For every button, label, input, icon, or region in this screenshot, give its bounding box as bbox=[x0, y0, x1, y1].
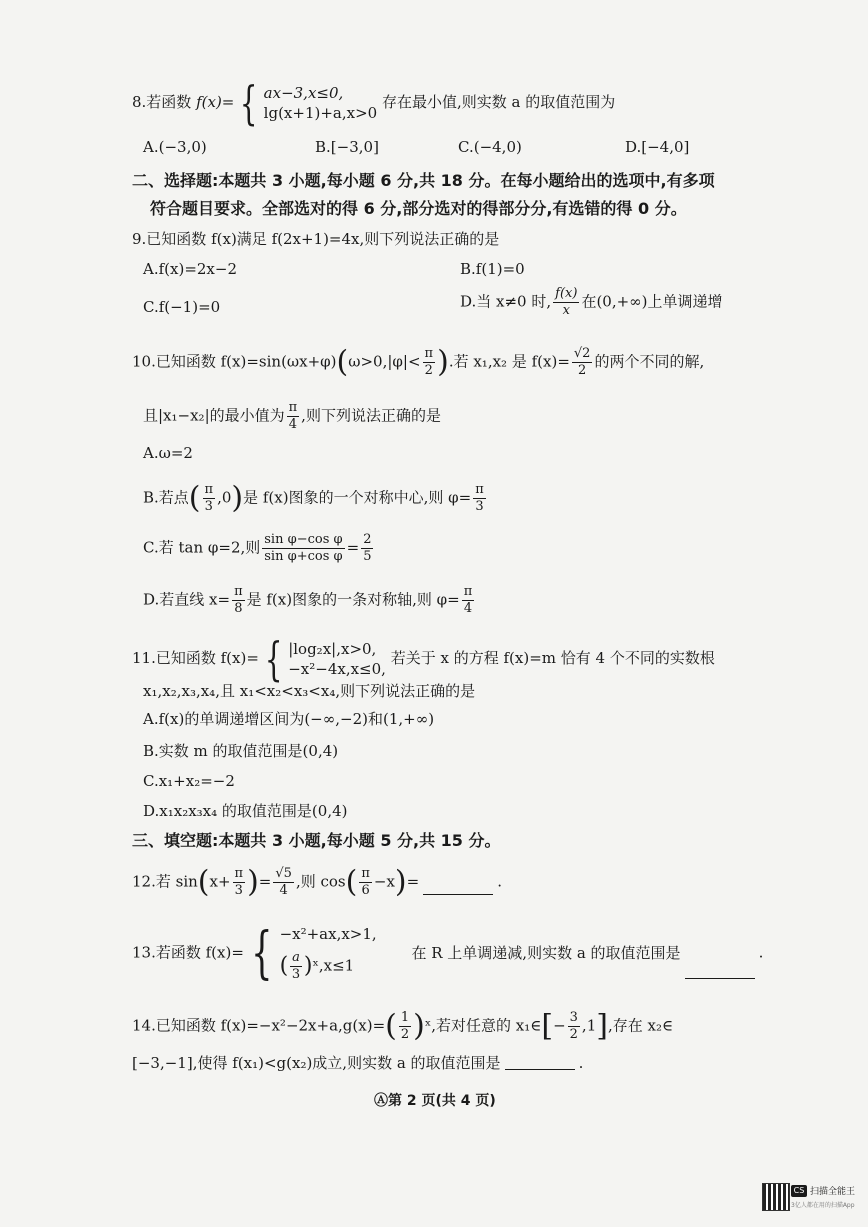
q13-answer-blank bbox=[685, 978, 755, 979]
q9-stem: 9.已知函数 f(x)满足 f(2x+1)=4x,则下列说法正确的是 bbox=[132, 230, 500, 248]
q8-option-a: A.(−3,0) bbox=[143, 138, 207, 156]
q9-option-d: D.当 x≠0 时, $\frac{f(x)}{x}$ 在(0,+∞)上单调递增 bbox=[460, 286, 723, 318]
q8-line: 8.若函数 f(x)= { ax−3,x≤0, lg(x+1)+a,x>0 存在最小值,则实数 a 的取值范围为 bbox=[132, 76, 616, 130]
q12-answer-blank bbox=[423, 894, 493, 895]
q11-option-c: C.x₁+x₂=−2 bbox=[143, 772, 235, 790]
camscanner-logo-icon: CS bbox=[791, 1185, 807, 1197]
qr-code-icon bbox=[762, 1183, 790, 1211]
q10-option-d: D.若直线 x= $\frac{\pi}{8}$ 是 f(x)图象的一条对称轴,则 φ= $\frac{\pi}{4}$ bbox=[143, 584, 473, 616]
page-footer: Ⓐ第 2 页(共 4 页) bbox=[374, 1093, 496, 1109]
q13-line: 13.若函数 f(x)= { −x²+ax,x>1, ( $\frac{a}{3}$ )ˣ,x≤1 在 R 上单调递减,则实数 a 的取值范围是 . bbox=[132, 920, 764, 986]
q9-option-c: C.f(−1)=0 bbox=[143, 298, 221, 316]
q9-option-b: B.f(1)=0 bbox=[460, 260, 525, 278]
q10-line2: 且|x₁−x₂|的最小值为 $\frac{\pi}{4}$ ,则下列说法正确的是 bbox=[143, 400, 441, 432]
q11-option-a: A.f(x)的单调递增区间为(−∞,−2)和(1,+∞) bbox=[143, 710, 435, 728]
q9-option-a: A.f(x)=2x−2 bbox=[143, 260, 237, 278]
q10-option-a: A.ω=2 bbox=[143, 444, 193, 462]
q14-line1: 14.已知函数 f(x)=−x²−2x+a,g(x)=( $\frac{1}{2}$ )ˣ,若对任意的 x₁∈[− $\frac{3}{2}$ ,1],存在 x₂∈ bbox=[132, 1008, 674, 1044]
q11-option-d: D.x₁x₂x₃x₄ 的取值范围是(0,4) bbox=[143, 802, 348, 820]
q11-option-b: B.实数 m 的取值范围是(0,4) bbox=[143, 742, 339, 760]
section2-heading: 二、选择题:本题共 3 小题,每小题 6 分,共 18 分。在每小题给出的选项中,有多项 bbox=[132, 171, 715, 190]
q10-option-c: C.若 tan φ=2,则 $\frac{\text{sin φ−cos φ}}{\text{sin φ+cos φ}}$ = $\frac{2}{5}$ bbox=[143, 532, 372, 564]
section2-heading-cont: 符合题目要求。全部选对的得 6 分,部分选对的得部分分,有选错的得 0 分。 bbox=[150, 199, 687, 218]
camscanner-name: 扫描全能王 bbox=[810, 1187, 856, 1197]
q14-answer-blank bbox=[505, 1069, 575, 1070]
section3-heading: 三、填空题:本题共 3 小题,每小题 5 分,共 15 分。 bbox=[132, 831, 501, 850]
q10-stem: 10.已知函数 f(x)=sin(ωx+φ)(ω>0,|φ|< $\frac{\pi}{2}$ ).若 x₁,x₂ 是 f(x)= $\frac{√2}{2}$ 的两个不同的解, bbox=[132, 344, 705, 380]
q12-line: 12.若 sin(x+ $\frac{\pi}{3}$ )= $\frac{√5}{4}$ ,则 cos( $\frac{\pi}{6}$ −x)= . bbox=[132, 864, 502, 900]
q14-line2: [−3,−1],使得 f(x₁)<g(x₂)成立,则实数 a 的取值范围是 . bbox=[132, 1054, 584, 1072]
q8-option-b: B.[−3,0] bbox=[315, 138, 379, 156]
q10-option-b: B.若点( $\frac{\pi}{3}$ ,0)是 f(x)图象的一个对称中心,则 φ= $\frac{\pi}{3}$ bbox=[143, 480, 484, 516]
camscanner-tagline: 3亿人都在用的扫描App bbox=[791, 1202, 855, 1209]
q11-line2: x₁,x₂,x₃,x₄,且 x₁<x₂<x₃<x₄,则下列说法正确的是 bbox=[143, 682, 476, 700]
q8-option-c: C.(−4,0) bbox=[458, 138, 522, 156]
q8-option-d: D.[−4,0] bbox=[625, 138, 690, 156]
q11-stem: 11.已知函数 f(x)= { |log₂x|,x>0, −x²−4x,x≤0, 若关于 x 的方程 f(x)=m 恰有 4 个不同的实数根 bbox=[132, 632, 715, 686]
